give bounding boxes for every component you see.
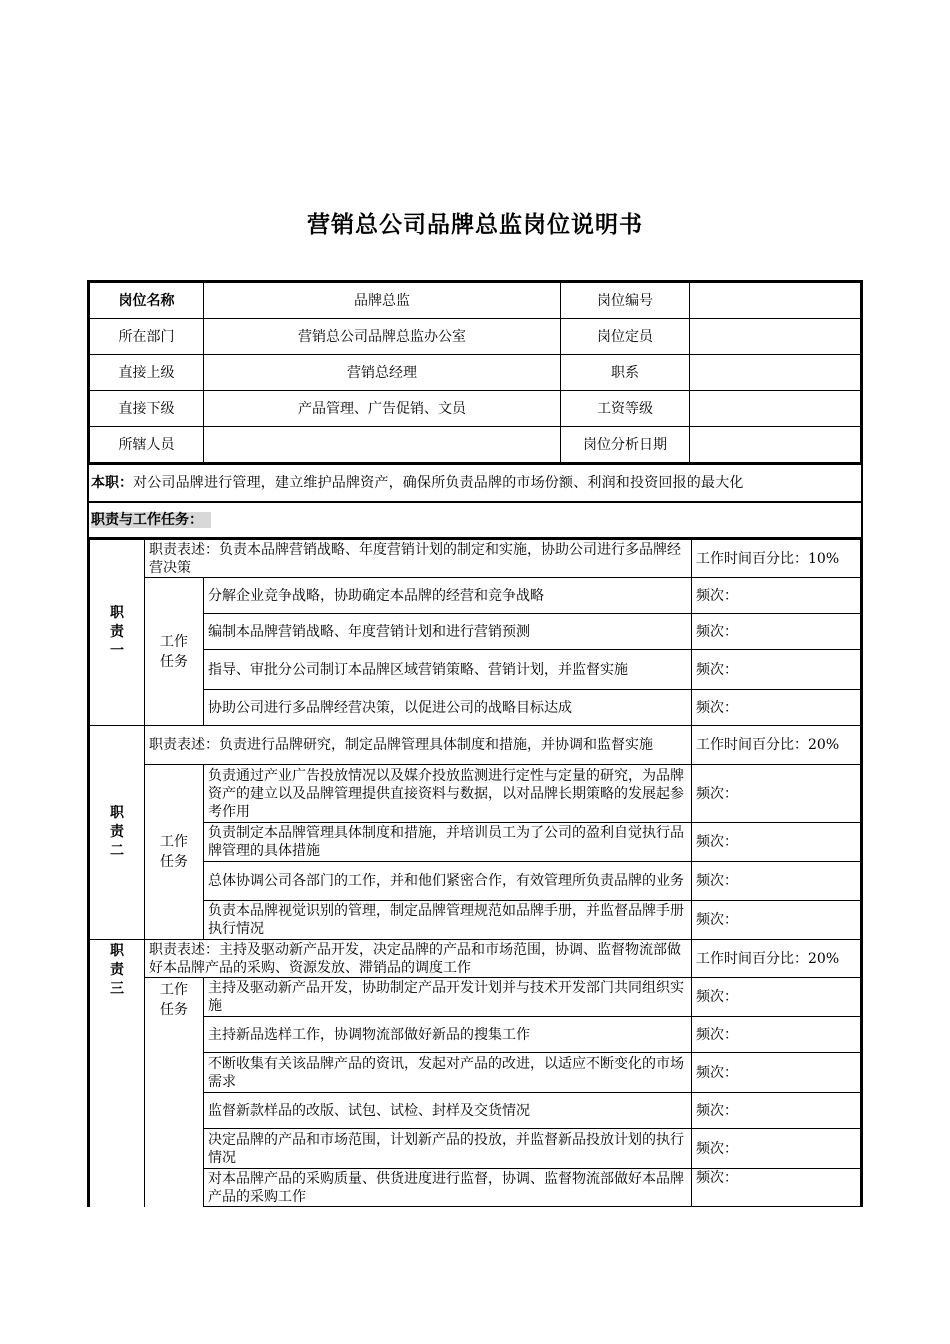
task-row [90,690,861,726]
duties-heading: 职责与工作任务： [89,503,861,539]
duty-time-percent: 工作时间百分比：20% [692,940,861,978]
info-value [690,319,861,355]
job-summary-label: 本职： [91,475,133,491]
task-text: 负责通过产业广告投放情况以及媒介投放监测进行定性与定量的研究，为品牌资产的建立以及品牌管理提供直接资料与数据，以对品牌长期策略的发展起参考作用 [204,765,692,823]
task-frequency: 频次： [692,1093,861,1129]
task-frequency: 频次： [692,650,861,690]
info-value: 营销总公司品牌总监办公室 [204,319,561,355]
task-text: 对本品牌产品的采购质量、供货进度进行监督，协调、监督物流部做好本品牌产品的采购工作 [204,1169,692,1207]
info-value [690,427,861,463]
task-label: 工作任务 [145,765,204,940]
duty-3-name: 职责三 [110,943,124,997]
task-text: 负责制定本品牌管理具体制度和措施，并培训员工为了公司的盈利自觉执行品牌管理的具体措施 [204,823,692,862]
info-table [89,282,861,463]
info-value: 营销总经理 [204,355,561,391]
info-label: 所在部门 [90,319,204,355]
task-row [90,1169,861,1207]
duty-1-name: 职责一 [110,605,124,659]
task-frequency: 频次： [692,1053,861,1093]
duty-desc-row [90,540,861,578]
info-row [90,427,861,463]
task-row [90,1053,861,1093]
duty-desc-row [90,940,861,978]
task-frequency: 频次： [692,978,861,1017]
info-value [690,283,861,319]
task-text: 协助公司进行多品牌经营决策，以促进公司的战略目标达成 [204,690,692,726]
task-row [90,978,861,1017]
info-label: 所辖人员 [90,427,204,463]
info-label: 直接下级 [90,391,204,427]
form-frame [87,280,863,1207]
task-frequency: 频次： [692,690,861,726]
task-row [90,578,861,614]
task-frequency: 频次： [692,1169,861,1207]
task-row [90,614,861,650]
info-label: 岗位编号 [561,283,690,319]
duty-description: 职责表述：负责进行品牌研究，制定品牌管理具体制度和措施，并协调和监督实施 [145,726,692,765]
info-row [90,355,861,391]
job-description-form [87,280,863,1207]
duty-description: 职责表述：负责本品牌营销战略、年度营销计划的制定和实施，协助公司进行多品牌经营决策 [145,540,692,578]
info-label: 职系 [561,355,690,391]
task-text: 决定品牌的产品和市场范围，计划新产品的投放，并监督新品投放计划的执行情况 [204,1129,692,1169]
duty-2-name: 职责二 [110,805,124,859]
info-label: 岗位定员 [561,319,690,355]
task-text: 负责本品牌视觉识别的管理，制定品牌管理规范如品牌手册，并监督品牌手册执行情况 [204,901,692,940]
task-row [90,1129,861,1169]
task-text: 编制本品牌营销战略、年度营销计划和进行营销预测 [204,614,692,650]
task-label: 工作任务 [145,578,204,726]
info-label: 工资等级 [561,391,690,427]
job-summary-text: 对公司品牌进行管理，建立维护品牌资产，确保所负责品牌的市场份额、利润和投资回报的最大化 [133,475,744,491]
duties-table [89,539,861,1207]
info-value [204,427,561,463]
task-text: 主持新品选样工作，协调物流部做好新品的搜集工作 [204,1017,692,1053]
duty-name [90,726,145,940]
task-row [90,650,861,690]
task-text: 分解企业竞争战略，协助确定本品牌的经营和竞争战略 [204,578,692,614]
job-summary [89,463,861,503]
duty-description: 职责表述：主持及驱动新产品开发，决定品牌的产品和市场范围，协调、监督物流部做好本品牌产品的采购、资源发放、滞销品的调度工作 [145,940,692,978]
task-frequency: 频次： [692,823,861,862]
task-frequency: 频次： [692,1017,861,1053]
task-row [90,901,861,940]
task-row [90,765,861,823]
task-text: 监督新款样品的改版、试包、试检、封样及交货情况 [204,1093,692,1129]
info-label: 岗位名称 [90,283,204,319]
info-row [90,391,861,427]
page-title: 营销总公司品牌总监岗位说明书 [307,212,643,238]
duty-time-percent: 工作时间百分比：20% [692,726,861,765]
task-text: 主持及驱动新产品开发，协助制定产品开发计划并与技术开发部门共同组织实施 [204,978,692,1017]
task-frequency: 频次： [692,1129,861,1169]
duty-name [90,540,145,726]
info-label: 岗位分析日期 [561,427,690,463]
duty-time-percent: 工作时间百分比：10% [692,540,861,578]
info-row [90,283,861,319]
duty-desc-row [90,726,861,765]
task-row [90,1017,861,1053]
info-value: 品牌总监 [204,283,561,319]
info-value [690,391,861,427]
task-text: 总体协调公司各部门的工作，并和他们紧密合作，有效管理所负责品牌的业务 [204,862,692,901]
task-frequency: 频次： [692,862,861,901]
info-label: 直接上级 [90,355,204,391]
task-frequency: 频次： [692,765,861,823]
task-frequency: 频次： [692,578,861,614]
task-text: 不断收集有关该品牌产品的资讯，发起对产品的改进，以适应不断变化的市场需求 [204,1053,692,1093]
duty-name [90,940,145,1207]
info-value: 产品管理、广告促销、文员 [204,391,561,427]
task-row [90,862,861,901]
task-text: 指导、审批分公司制订本品牌区域营销策略、营销计划，并监督实施 [204,650,692,690]
info-row [90,319,861,355]
task-frequency: 频次： [692,614,861,650]
task-frequency: 频次： [692,901,861,940]
task-row [90,823,861,862]
task-row [90,1093,861,1129]
info-value [690,355,861,391]
task-label: 工作任务 [145,978,204,1207]
